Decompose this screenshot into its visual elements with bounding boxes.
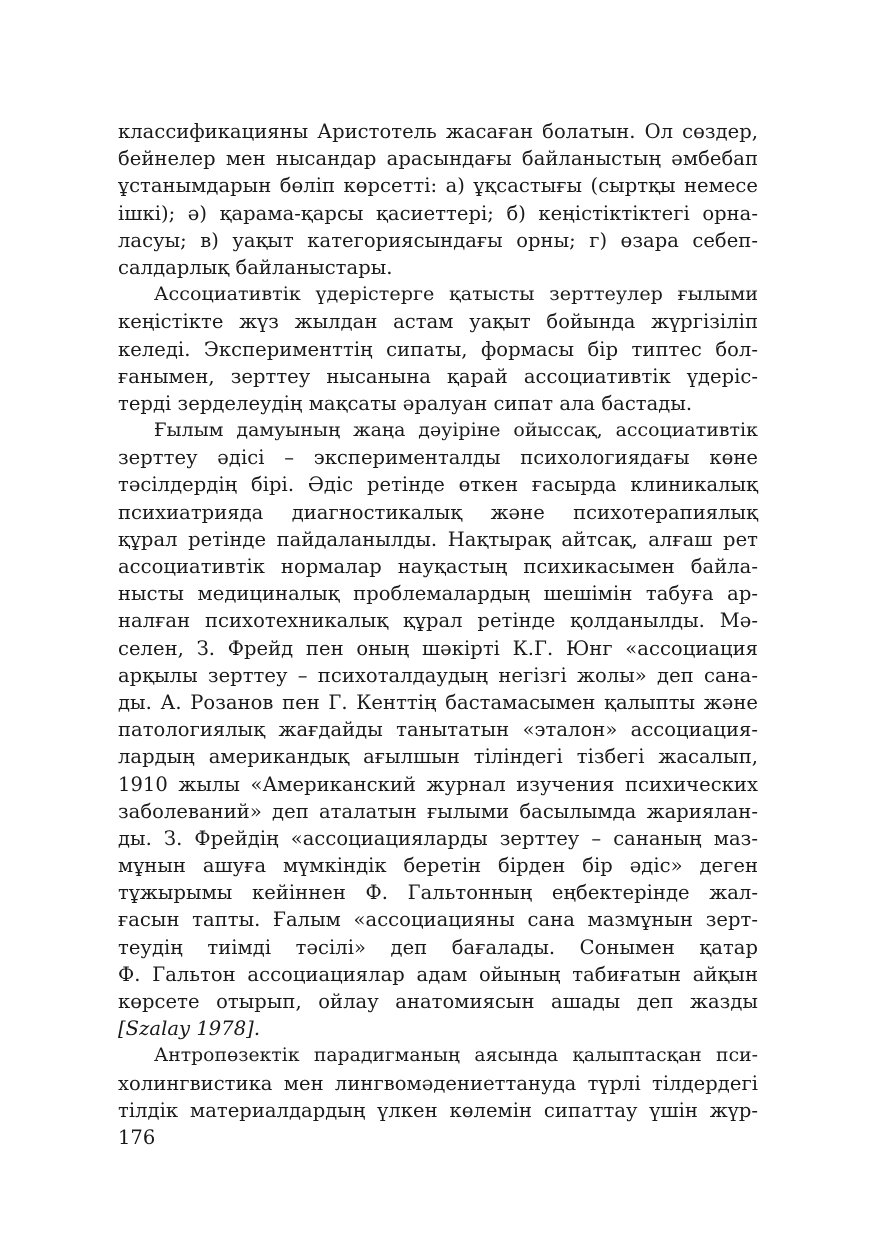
text-line: селен, З. Фрейд пен оның шәкірті К.Г. Юнг «ассоциация: [118, 636, 758, 660]
citation: [Szalay 1978].: [118, 1017, 261, 1041]
text-line: зерттеу әдісі – эксперименталды психологиядағы көне: [118, 446, 758, 470]
text-line: патологиялық жағдайды танытатын «эталон» ассоциация-: [118, 718, 758, 742]
text-line: холингвистика мен лингвомәдениеттануда түрлі тілдердегі: [118, 1071, 758, 1095]
text-line: Ғылым дамуының жаңа дәуіріне ойыссақ, ассоциативтік: [154, 419, 758, 442]
text-line: тәсілдердің бірі. Әдіс ретінде өткен ғасырда клиникалық: [118, 473, 758, 497]
text-line: заболеваний» деп аталатын ғылыми басылымда жариялан-: [118, 799, 758, 823]
text-line: теудің тиімді тәсілі» деп бағалады. Сонымен қатар: [118, 935, 758, 959]
text-line: ғанымен, зерттеу нысанына қарай ассоциативтік үдеріс-: [118, 364, 758, 388]
text-line: тұжырымы кейіннен Ф. Гальтонның еңбектерінде жал-: [118, 881, 758, 905]
text-line: [118, 1015, 758, 1042]
text-line: классификацияны Аристотель жасаған болатын. Ол сөздер,: [118, 120, 758, 143]
text-line: ішкі); ә) қарама-қарсы қасиеттері; б) кеңістіктіктегі орна-: [118, 201, 758, 225]
text-line: Антропөзектік парадигманың аясында қалыптасқан пси-: [154, 1045, 758, 1067]
paragraph-1: [118, 118, 758, 281]
text-line: келеді. Эксперименттің сипаты, формасы бір типтес бол-: [118, 337, 758, 361]
text-line: ласуы; в) уақыт категориясындағы орны; г) өзара себеп-: [118, 228, 758, 252]
paragraph-4: [118, 1042, 758, 1124]
paragraph-2: [118, 281, 758, 417]
text-line: ассоциативтік нормалар науқастың психикасымен байла-: [118, 555, 758, 578]
text-line: салдарлық байланыстары.: [118, 255, 393, 279]
text-line: Ф. Гальтон ассоциациялар адам ойының табиғатын айқын: [118, 962, 758, 986]
text-line: бейнелер мен нысандар арасындағы байланыстың әмбебап: [118, 147, 758, 171]
text-line: ды. А. Розанов пен Г. Кенттің бастамасымен қалыпты және: [118, 690, 758, 714]
text-line: арқылы зерттеу – психоталдаудың негізгі жолы» деп сана-: [118, 663, 758, 687]
text-line: ды. З. Фрейдің «ассоциацияларды зерттеу – сананың маз-: [118, 826, 758, 850]
text-line: кеңістікте жүз жылдан астам уақыт бойында жүргізіліп: [118, 310, 758, 334]
text-line: терді зерделеудің мақсаты әралуан сипат ала бастады.: [118, 391, 693, 415]
text-line: психиатрияда диагностикалық және психотерапиялық: [118, 500, 758, 524]
text-line: нысты медициналық проблемалардың шешімін табуға ар-: [118, 582, 758, 606]
text-line: ұстанымдарын бөліп көрсетті: а) ұқсастығы (сыртқы немесе: [118, 174, 758, 198]
text-line: Ассоциативтік үдерістерге қатысты зерттеулер ғылыми: [154, 283, 758, 306]
text-line: құрал ретінде пайдаланылды. Нақтырақ айтсақ, алғаш рет: [118, 527, 758, 551]
text-line: тілдік материалдардың үлкен көлемін сипаттау үшін жүр-: [118, 1098, 758, 1122]
text-line: мұнын ашуға мүмкіндік беретін бірден бір әдіс» деген: [118, 854, 758, 878]
text-line: ғасын тапты. Ғалым «ассоциацияны сана мазмұнын зерт-: [118, 908, 758, 932]
text-line: көрсете отырып, ойлау анатомиясын ашады деп жазды: [118, 990, 758, 1013]
text-line: налған психотехникалық құрал ретінде қолданылды. Мә-: [118, 609, 758, 633]
page-number: 176: [118, 1126, 156, 1149]
text-line: лардың американдық ағылшын тіліндегі тізбегі жасалып,: [118, 745, 758, 769]
body-text: [118, 118, 758, 1124]
text-line: 1910 жылы «Американский журнал изучения психических: [118, 772, 758, 796]
paragraph-3: [118, 417, 758, 1042]
